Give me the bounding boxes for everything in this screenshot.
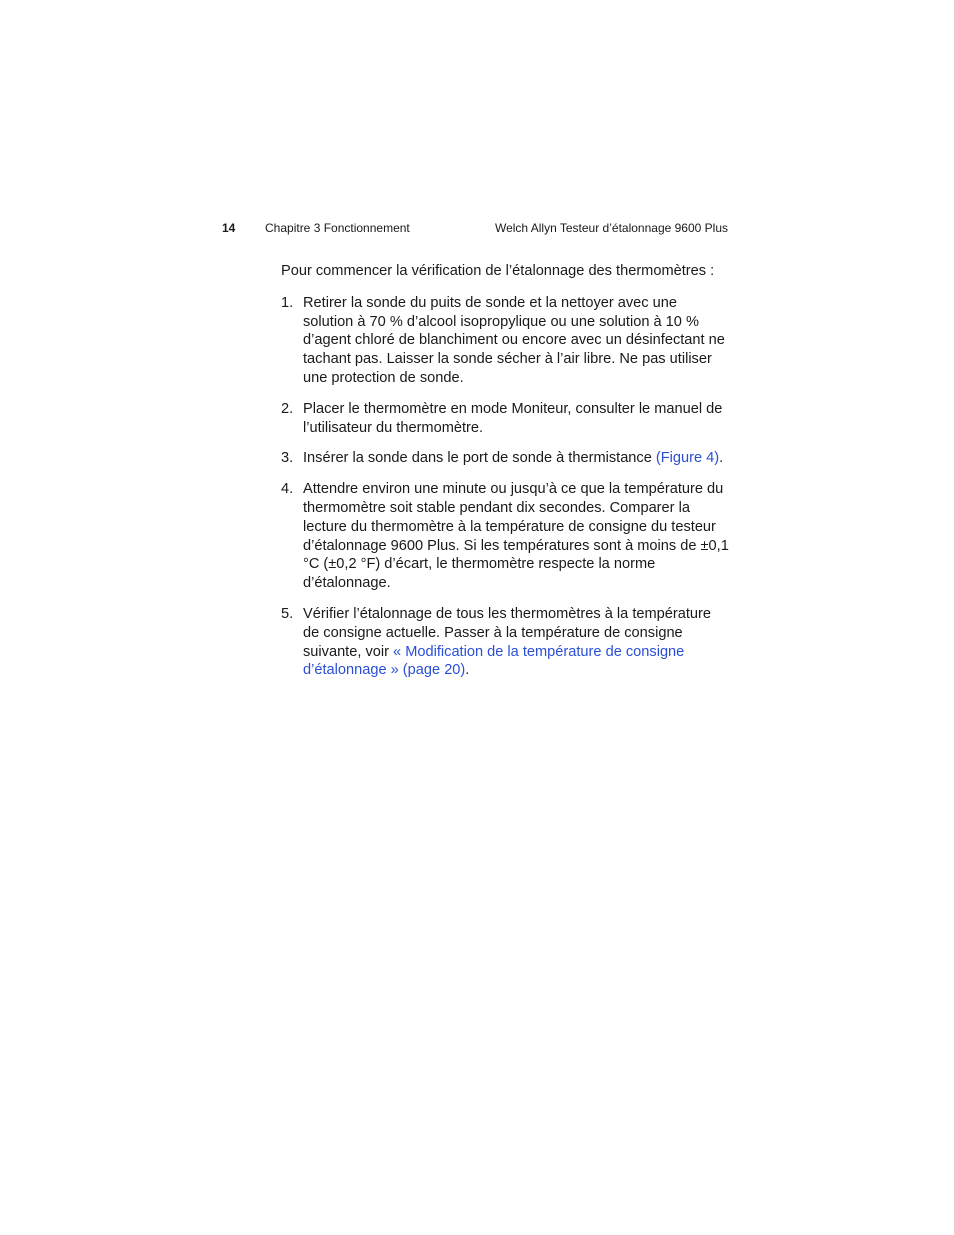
step-text-end: . — [719, 450, 724, 467]
step-item — [281, 400, 731, 438]
step-text: Insérer la sonde dans le port de sonde à thermistance — [303, 450, 656, 467]
document-title: Welch Allyn Testeur d’étalonnage 9600 Plus — [494, 221, 728, 235]
step-item — [281, 480, 731, 593]
intro-paragraph: Pour commencer la vérification de l’étalonnage des thermomètres : — [281, 263, 715, 279]
running-header — [222, 221, 728, 239]
figure-4-link[interactable]: (Figure 4) — [655, 450, 720, 467]
step-item — [281, 449, 731, 468]
procedure-steps — [281, 294, 731, 680]
step-text: Vérifier l’étalonnage de tous les thermomètres à la température de consigne actuelle. Passer à la température de consigne suivante, voir — [303, 605, 712, 660]
step-item — [281, 294, 731, 388]
step-number: 3. — [281, 450, 294, 467]
step-text-end: . — [465, 662, 470, 679]
setpoint-change-link[interactable]: « Modification de la température de consigne d’étalonnage » (page 20) — [303, 643, 685, 679]
step-number: 5. — [281, 605, 294, 622]
page-content — [281, 262, 731, 692]
step-number: 2. — [281, 400, 294, 417]
step-item — [281, 605, 731, 680]
page-number: 14 — [222, 221, 236, 235]
step-text: Placer le thermomètre en mode Moniteur, consulter le manuel de l’utilisateur du thermomètre. — [303, 400, 723, 436]
step-text: Attendre environ une minute ou jusqu’à ce que la température du thermomètre soit stable pendant dix secondes. Comparer la lecture du thermomètre à la température de consigne du testeur d’étalonnage 9600 Plus. Si les températures sont à moins de ±0,1 °C (±0,2 °F) d’écart, le thermomètre respecte la norme d’étalonnage. — [303, 481, 729, 592]
step-text: Retirer la sonde du puits de sonde et la nettoyer avec une solution à 70 % d’alcool isopropylique ou une solution à 10 % d’agent chloré de blanchiment ou encore avec un désinfectant ne tachant pas. Laisser la sonde sécher à l’air libre. Ne pas utiliser une protection de sonde. — [303, 294, 725, 386]
step-number: 4. — [281, 481, 294, 498]
step-number: 1. — [281, 294, 294, 311]
chapter-title: Chapitre 3 Fonctionnement — [265, 221, 410, 235]
